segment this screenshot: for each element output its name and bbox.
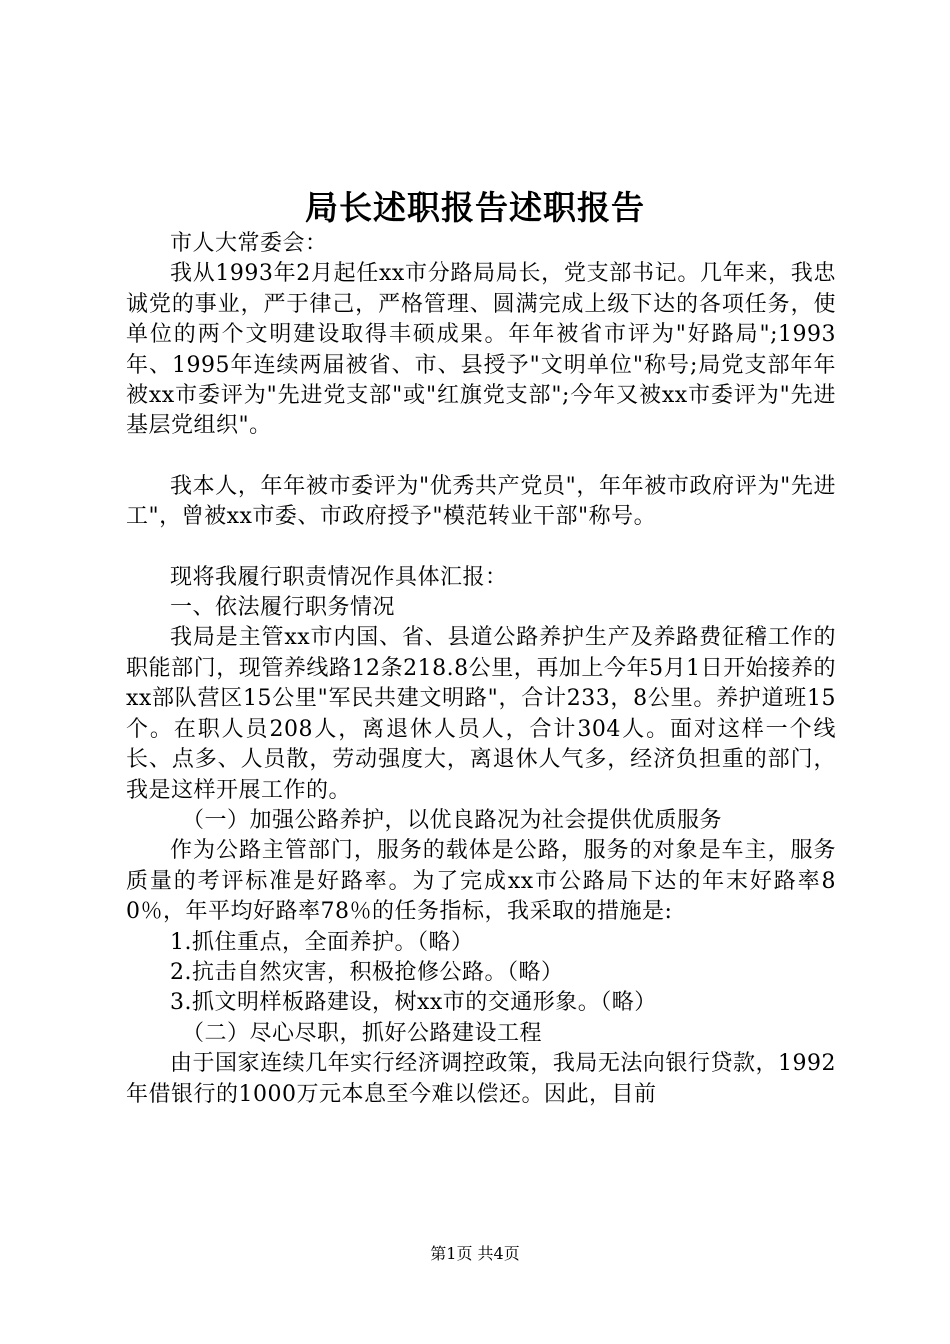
measure-item-1: 1.抓住重点，全面养护。（略） (170, 929, 474, 955)
paragraph-gap (126, 533, 836, 563)
salutation: 市人大常委会： (170, 231, 328, 256)
paragraph-honors: 我本人，年年被市委评为"优秀共产党员"，年年被市政府评为"先进工"，曾被xx市委、市政府授予"模范转业干部"称号。 (126, 473, 836, 530)
measure-item-2: 2.抗击自然灾害，积极抢修公路。（略） (170, 959, 564, 985)
paragraph-bureau-overview: 我局是主管xx市内国、省、县道公路养护生产及养路费征稽工作的职能部门，现管养线路12条218.8公里，再加上今年5月1日开始接养的xx部队营区15公里"军民共建文明路"，合计233，8公里。养护道班15个。在职人员208人，离退休人员人，合计304人。面对这样一个线长、点多、人员散，劳动强度大，离退休人气多，经济负担重的部门，我是这样开展工作的。 (126, 625, 837, 803)
section-heading-1: 一、依法履行职务情况 (170, 595, 396, 621)
measure-item-3: 3.抓文明样板路建设，树xx市的交通形象。（略） (170, 990, 657, 1016)
paragraph-intro: 我从1993年2月起任xx市分路局局长，党支部书记。几年来，我忠诚党的事业，严于律己，严格管理、圆满完成上级下达的各项任务，使单位的两个文明建设取得丰硕成果。年年被省市评为"好路局";1993年、1995年连续两届被省、市、县授予"文明单位"称号;局党支部年年被xx市委评为"先进党支部"或"红旗党支部";今年又被xx市委评为"先进基层党组织"。 (126, 261, 836, 439)
paragraph-service: 作为公路主管部门，服务的载体是公路，服务的对象是车主，服务质量的考评标准是好路率。为了完成xx市公路局下达的年末好路率80％，年平均好路率78％的任务指标，我采取的措施是: (126, 838, 836, 925)
document-title: 局长述职报告述职报告 (305, 188, 645, 227)
page-footer: 第1页 共4页 (430, 1244, 520, 1263)
document-body (126, 229, 836, 1110)
subsection-heading-2: （二）尽心尽职，抓好公路建设工程 (182, 1020, 543, 1046)
paragraph-construction: 由于国家连续几年实行经济调控政策，我局无法向银行贷款，1992年借银行的1000万元本息至今难以偿还。因此，目前 (126, 1051, 836, 1107)
subsection-heading-1: （一）加强公路养护，以优良路况为社会提供优质服务 (182, 807, 723, 833)
paragraph-gap (126, 442, 836, 472)
paragraph-report-intro: 现将我履行职责情况作具体汇报： (170, 564, 508, 590)
